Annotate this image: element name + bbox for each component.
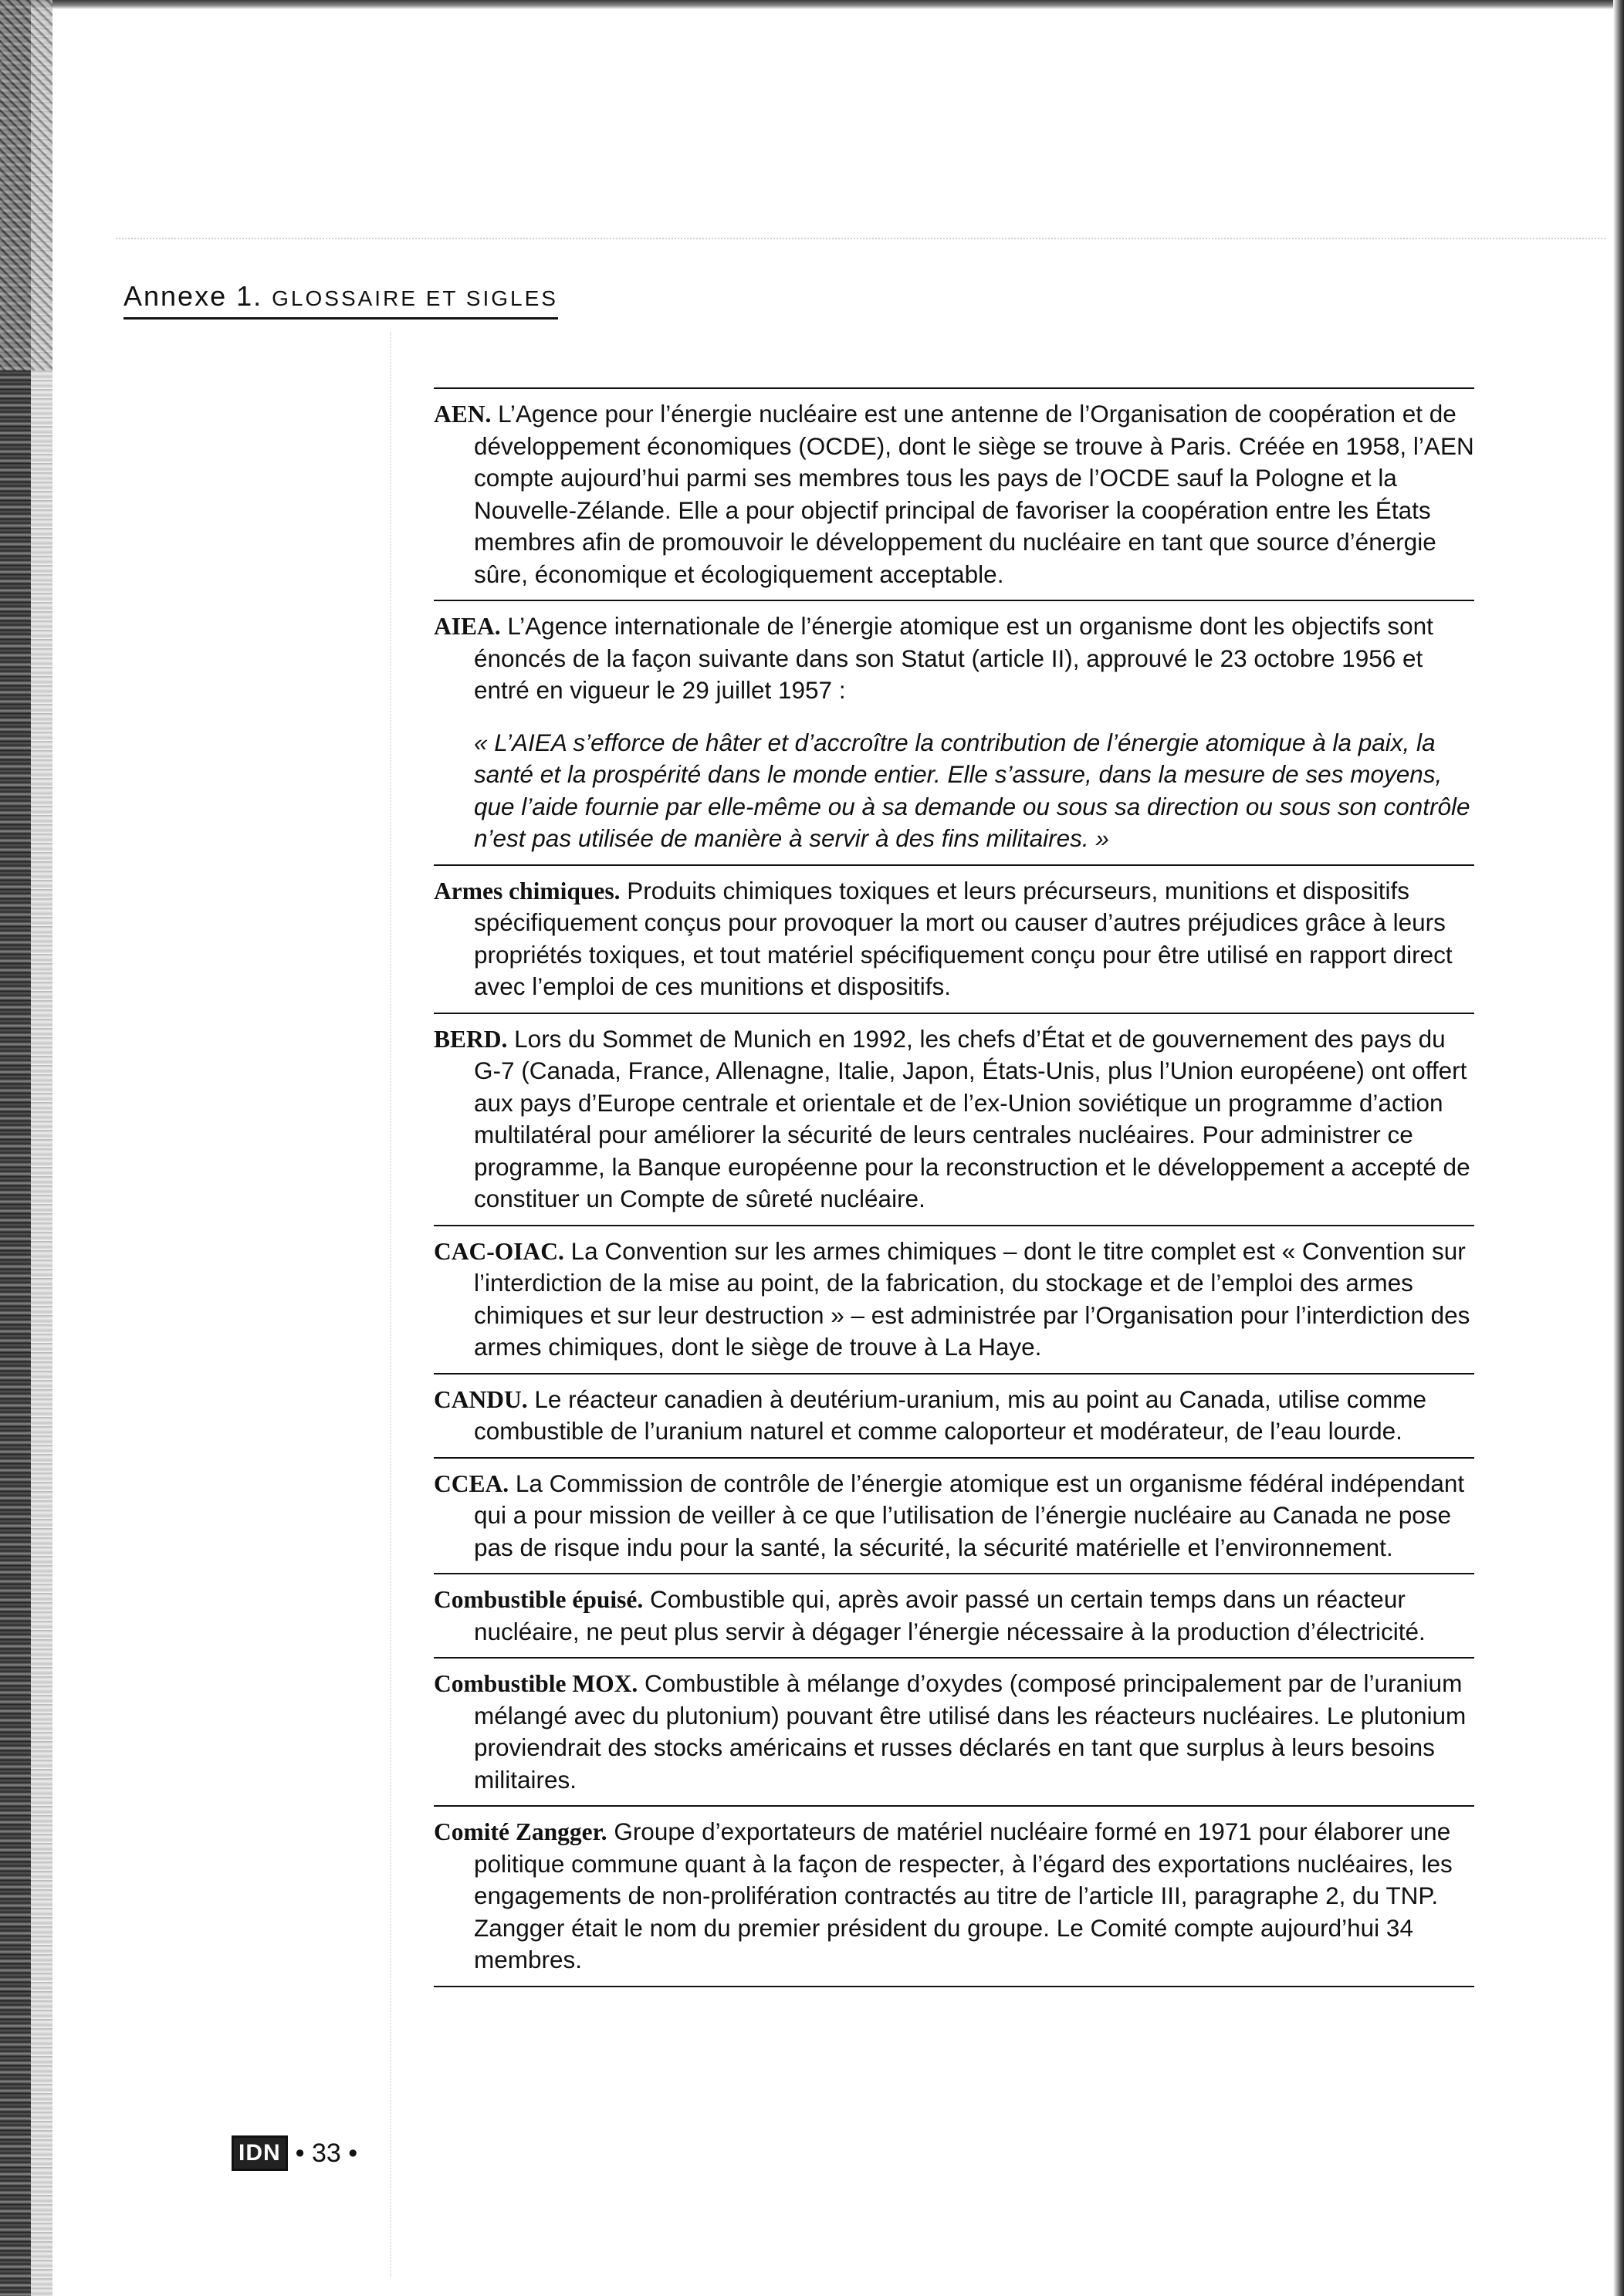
glossary-entry-armes-chimiques [434,864,1474,1013]
glossary-term: AEN. [434,401,492,428]
glossary-term: Armes chimiques. [434,877,621,905]
glossary-entry-ccea [434,1457,1474,1574]
glossary-definition: L’Agence pour l’énergie nucléaire est une antenne de l’Organisation de coopération et de développement économiques (OCDE), dont le siège se trouve à Paris. Créée en 1958, l’AEN compte aujourd’hui parmi ses membres tous les pays de l’OCDE sauf la Pologne et la Nouvelle-Zélande. Elle a pour objectif principal de favoriser la coopération entre les États membres afin de promouvoir le développement du nucléaire en tant que source d’énergie sûre, économique et écologiquement acceptable. [474,400,1474,588]
glossary-entry-candu [434,1373,1474,1457]
glossary-entry-aen [434,387,1474,600]
glossary-definition: Lors du Sommet de Munich en 1992, les chefs d’État et de gouvernement des pays du G-7 (Canada, France, Allenagne, Italie, Japon, États-Unis, plus l’Union européene) ont offert aux pays d’Europe centrale et orientale et de l’ex-Union soviétique un programme d’action multilatéral pour améliorer la sécurité de leurs centrales nucléaires. Pour administrer ce programme, la Banque européenne pour la reconstruction et le développement a accepté de constituer un Compte de sûreté nucléaire. [474,1024,1470,1212]
glossary-term: BERD. [434,1025,508,1053]
glossary-entry-combustible-mox [434,1657,1474,1805]
glossary-definition: Combustible qui, après avoir passé un certain temps dans un réacteur nucléaire, ne peut plus servir à dégager l’énergie nécessaire à la production d’électricité. [474,1585,1426,1645]
glossary-term: Combustible MOX. [434,1670,638,1697]
page-number: • 33 • [295,2138,358,2168]
glossary-entry-comite-zangger [434,1805,1474,1987]
glossary-entry-cac-oiac [434,1225,1474,1373]
glossary-definition: La Convention sur les armes chimiques – dont le titre complet est « Convention sur l’interdiction de la mise au point, de la fabrication, du stockage et de l’emploi des armes chimiques et sur leur destruction » – est administrée par l’Organisation pour l’interdiction des armes chimiques, dont le siège de trouve à La Haye. [474,1236,1470,1361]
glossary-entry-combustible-epuise [434,1573,1474,1657]
glossary-definition: Le réacteur canadien à deutérium-uranium, mis au point au Canada, utilise comme combustible de l’uranium naturel et comme caloporteur et modérateur, de l’eau lourde. [474,1385,1427,1445]
scan-right-edge [1613,0,1624,2296]
annex-label: Annexe 1. [123,280,263,312]
glossary-definition: L’Agence internationale de l’énergie atomique est un organisme dont les objectifs sont énoncés de la façon suivante dans son Statut (article II), approuvé le 23 octobre 1956 et entré en vigueur le 29 juillet 1957 : [474,612,1433,704]
glossary-term: Comité Zangger. [434,1818,607,1845]
scan-top-edge [0,0,1624,9]
glossary-definition: Groupe d’exportateurs de matériel nucléaire formé en 1971 pour élaborer une politique commune quant à la façon de respecter, à l’égard des exportations nucléaires, les engagements de non-prolifération contractés au titre de l’article III, paragraphe 2, du TNP. Zangger était le nom du premier président du groupe. Le Comité compte aujourd’hui 34 membres. [474,1818,1453,1973]
glossary-term: CANDU. [434,1385,528,1413]
glossary-definition: Produits chimiques toxiques et leurs précurseurs, munitions et dispositifs spécifiquement conçus pour provoquer la mort ou causer d’autres préjudices grâce à leurs propriétés toxiques, et tout matériel spécifiquement conçu pour être utilisé en rapport direct avec l’emploi de ces munitions et dispositifs. [474,876,1453,1000]
glossary-term: CAC-OIAC. [434,1237,564,1265]
glossary-quote: « L’AIEA s’efforce de hâter et d’accroître la contribution de l’énergie atomique à la paix, la santé et la prospérité dans le monde entier. Elle s’assure, dans la mesure de ses moyens, que l’aide fournie par elle-même ou à sa demande ou sous sa direction ou sous son contrôle n’est pas utilisée de manière à servir à des fins militaires. » [474,728,1470,852]
scan-left-texture [0,0,52,370]
annex-heading [123,280,558,320]
page-footer [232,2135,357,2171]
glossary-term: AIEA. [434,613,501,640]
column-guide [390,332,391,2277]
glossary-term: CCEA. [434,1469,509,1497]
glossary-definition: Combustible à mélange d’oxydes (composé principalement par de l’uranium mélangé avec du plutonium) pouvant être utilisé dans les réacteurs nucléaires. Le plutonium proviendrait des stocks américains et russes déclarés en tant que surplus à leurs besoins militaires. [474,1669,1467,1794]
glossary-entry-aiea [434,600,1474,864]
section-title: GLOSSAIRE ET SIGLES [272,286,558,310]
header-dotted-rule [116,238,1605,239]
idn-logo: IDN [232,2135,288,2171]
glossary-entry-berd [434,1013,1474,1225]
glossary-term: Combustible épuisé. [434,1586,644,1613]
glossary-list [434,387,1474,1987]
glossary-definition: La Commission de contrôle de l’énergie atomique est un organisme fédéral indépendant qui a pour mission de veiller à ce que l’utilisation de l’énergie nucléaire au Canada ne pose pas de risque indu pour la santé, la sécurité, la sécurité matérielle et l’environnement. [474,1469,1465,1561]
